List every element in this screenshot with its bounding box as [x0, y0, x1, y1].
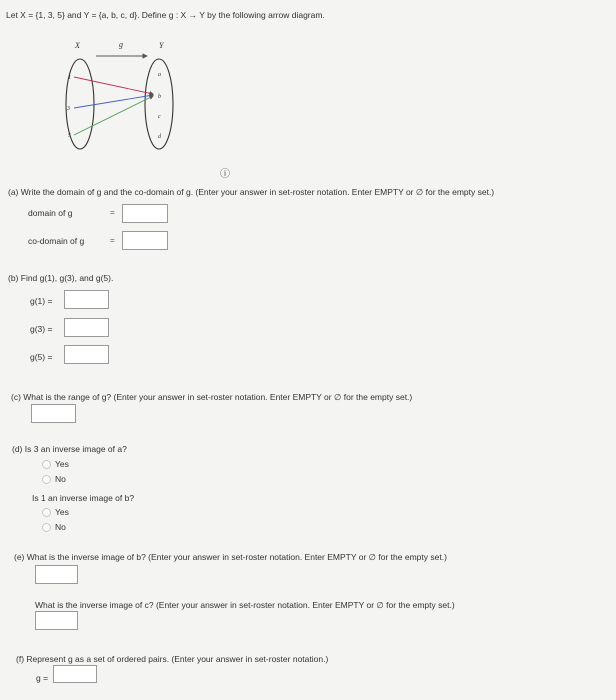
x-element: 5: [68, 133, 71, 139]
y-element: d: [158, 134, 161, 140]
radio-button[interactable]: [42, 460, 51, 469]
function-g-label: g: [119, 40, 123, 49]
g5-input[interactable]: [64, 345, 109, 364]
set-y-label: Y: [159, 41, 164, 50]
info-icon[interactable]: ⓘ: [220, 169, 230, 180]
part-d-q2: Is 1 an inverse image of b?: [32, 493, 135, 503]
arrow-diagram: [52, 38, 192, 158]
y-element: b: [158, 94, 161, 100]
set-x-label: X: [75, 41, 80, 50]
option-label: No: [55, 522, 66, 532]
radio-button[interactable]: [42, 523, 51, 532]
d2-yes-option[interactable]: [42, 507, 69, 517]
part-b-prompt: (b) Find g(1), g(3), and g(5).: [8, 273, 114, 283]
x-element: 1: [68, 75, 71, 81]
g3-input[interactable]: [64, 318, 109, 337]
part-a-prompt: (a) Write the domain of g and the co-domain of g. (Enter your answer in set-roster notation. Enter EMPTY or ∅ for the empty set.): [8, 187, 495, 197]
g1-input[interactable]: [64, 290, 109, 309]
y-element: c: [158, 114, 161, 120]
codomain-label: co-domain of g: [28, 236, 85, 246]
domain-equals: =: [110, 208, 115, 217]
part-c-prompt: (c) What is the range of g? (Enter your answer in set-roster notation. Enter EMPTY or ∅ for the empty set.): [11, 392, 413, 402]
range-input[interactable]: [31, 404, 76, 423]
d1-yes-option[interactable]: [42, 459, 69, 469]
g1-label: g(1) =: [30, 296, 53, 306]
mapping-arrow-1-to-b: [74, 77, 153, 94]
option-label: Yes: [55, 507, 69, 517]
radio-button[interactable]: [42, 508, 51, 517]
x-element: 3: [67, 106, 70, 112]
part-e-q1: (e) What is the inverse image of b? (Enter your answer in set-roster notation. Enter EMPTY or ∅ for the empty set.): [14, 552, 447, 562]
part-d-q1: (d) Is 3 an inverse image of a?: [12, 444, 127, 454]
g3-label: g(3) =: [30, 324, 53, 334]
domain-label: domain of g: [28, 208, 73, 218]
option-label: No: [55, 474, 66, 484]
inverse-image-b-input[interactable]: [35, 565, 78, 584]
codomain-equals: =: [110, 236, 115, 245]
y-element: a: [158, 72, 161, 78]
inverse-image-c-input[interactable]: [35, 611, 78, 630]
ordered-pairs-input[interactable]: [53, 665, 97, 683]
domain-input[interactable]: [122, 204, 168, 223]
part-f-prompt: (f) Represent g as a set of ordered pairs. (Enter your answer in set-roster notation.): [16, 654, 329, 664]
d2-no-option[interactable]: [42, 522, 66, 532]
intro-text: Let X = {1, 3, 5} and Y = {a, b, c, d}. Define g : X → Y by the following arrow diagram.: [6, 10, 325, 20]
part-e-q2: What is the inverse image of c? (Enter your answer in set-roster notation. Enter EMPTY or ∅ for the empty set.): [35, 600, 455, 610]
radio-button[interactable]: [42, 475, 51, 484]
g-pairs-label: g =: [36, 673, 49, 683]
d1-no-option[interactable]: [42, 474, 66, 484]
codomain-input[interactable]: [122, 231, 168, 250]
option-label: Yes: [55, 459, 69, 469]
g5-label: g(5) =: [30, 352, 53, 362]
